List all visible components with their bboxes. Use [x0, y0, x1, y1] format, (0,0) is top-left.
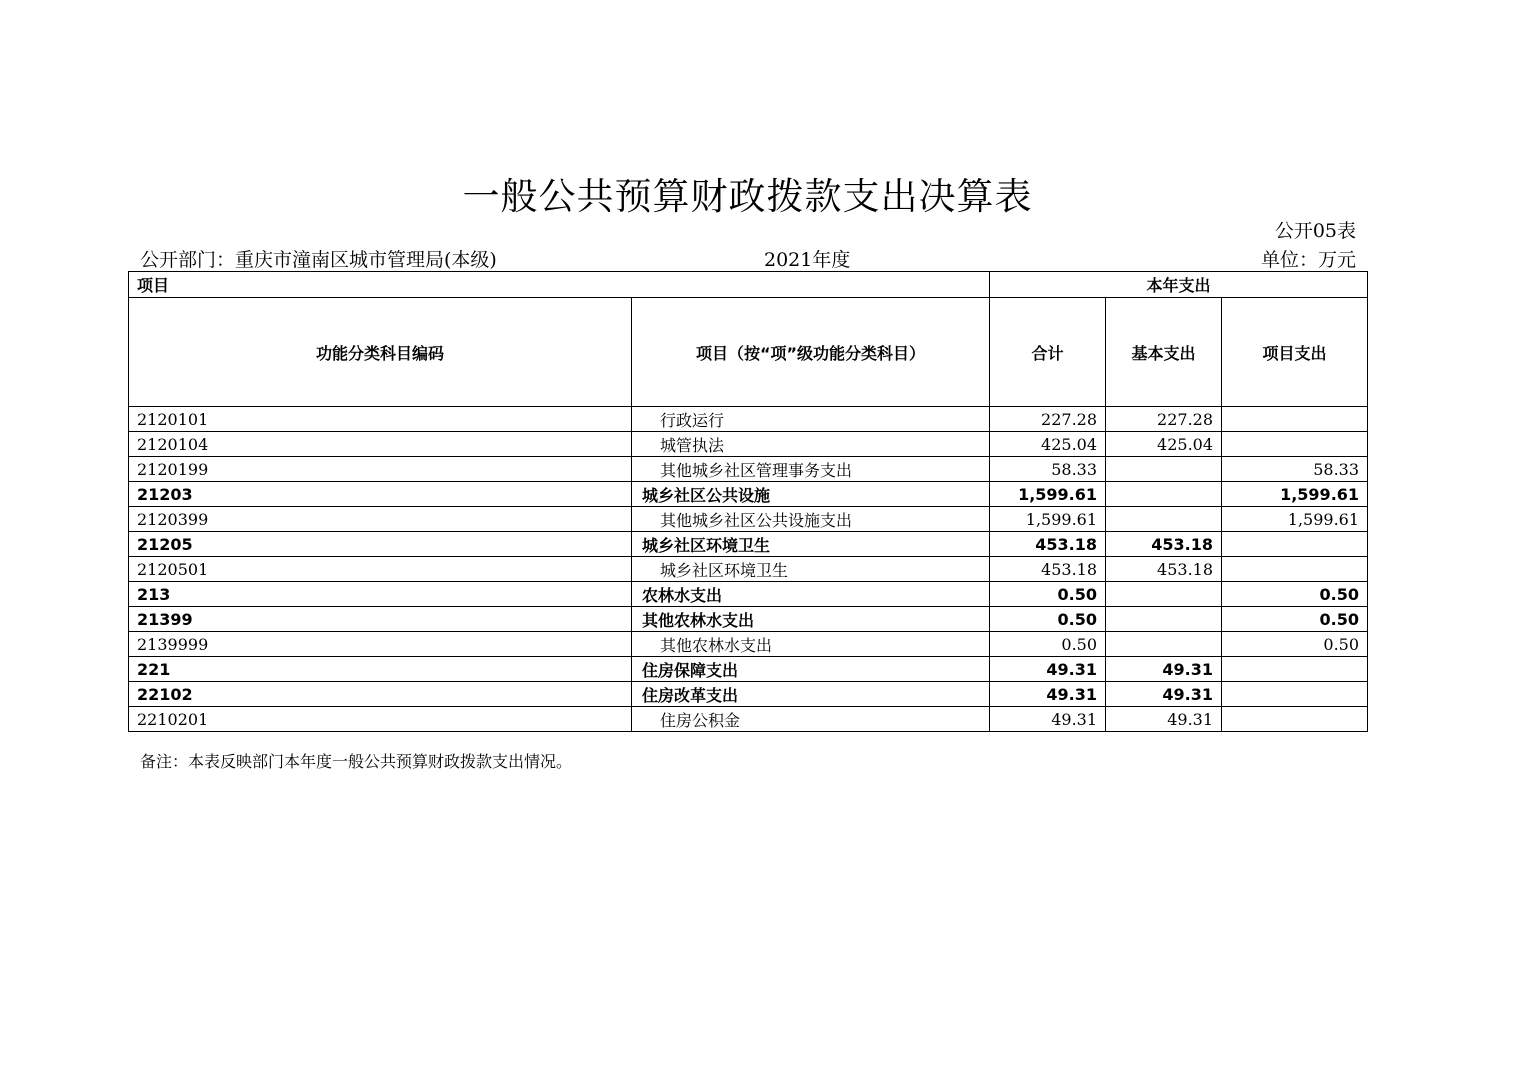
column-header-project: 项目支出 — [1222, 298, 1368, 407]
cell-code: 2139999 — [129, 632, 632, 657]
cell-total: 425.04 — [990, 432, 1106, 457]
table-row — [129, 707, 1368, 732]
cell-basic — [1106, 582, 1222, 607]
table-body — [129, 407, 1368, 732]
cell-name: 其他农林水支出 — [632, 607, 990, 632]
cell-name: 城管执法 — [632, 432, 990, 457]
cell-name: 住房保障支出 — [632, 657, 990, 682]
cell-total: 1,599.61 — [990, 482, 1106, 507]
meta-row — [140, 245, 1356, 271]
cell-name: 行政运行 — [632, 407, 990, 432]
column-header-basic: 基本支出 — [1106, 298, 1222, 407]
cell-total: 453.18 — [990, 557, 1106, 582]
cell-basic: 49.31 — [1106, 682, 1222, 707]
table-row — [129, 607, 1368, 632]
cell-name: 其他城乡社区管理事务支出 — [632, 457, 990, 482]
cell-project: 0.50 — [1222, 632, 1368, 657]
cell-project — [1222, 657, 1368, 682]
cell-name: 住房改革支出 — [632, 682, 990, 707]
table-row — [129, 507, 1368, 532]
cell-basic: 49.31 — [1106, 657, 1222, 682]
cell-code: 2120199 — [129, 457, 632, 482]
table-row — [129, 657, 1368, 682]
header-item: 项目 — [129, 272, 990, 298]
form-number: 公开05表 — [1274, 220, 1356, 242]
cell-project — [1222, 707, 1368, 732]
table-row — [129, 532, 1368, 557]
cell-total: 49.31 — [990, 657, 1106, 682]
cell-basic: 453.18 — [1106, 532, 1222, 557]
cell-name: 城乡社区环境卫生 — [632, 557, 990, 582]
cell-code: 21203 — [129, 482, 632, 507]
cell-basic: 425.04 — [1106, 432, 1222, 457]
cell-total: 49.31 — [990, 707, 1106, 732]
cell-code: 21205 — [129, 532, 632, 557]
cell-code: 2210201 — [129, 707, 632, 732]
cell-code: 22102 — [129, 682, 632, 707]
cell-name: 其他城乡社区公共设施支出 — [632, 507, 990, 532]
table-row — [129, 457, 1368, 482]
cell-total: 49.31 — [990, 682, 1106, 707]
cell-name: 农林水支出 — [632, 582, 990, 607]
column-header-name: 项目（按“项”级功能分类科目） — [632, 298, 990, 407]
cell-code: 213 — [129, 582, 632, 607]
cell-code: 221 — [129, 657, 632, 682]
expenditure-table — [128, 271, 1368, 732]
cell-name: 住房公积金 — [632, 707, 990, 732]
cell-basic: 227.28 — [1106, 407, 1222, 432]
cell-total: 0.50 — [990, 582, 1106, 607]
page-title: 一般公共预算财政拨款支出决算表 — [462, 175, 1033, 218]
table-row — [129, 682, 1368, 707]
cell-basic: 453.18 — [1106, 557, 1222, 582]
column-header-total: 合计 — [990, 298, 1106, 407]
unit-label: 单位：万元 — [1260, 249, 1356, 271]
cell-basic — [1106, 607, 1222, 632]
table-row — [129, 407, 1368, 432]
footnote: 备注：本表反映部门本年度一般公共预算财政拨款支出情况。 — [140, 752, 573, 771]
cell-code: 2120501 — [129, 557, 632, 582]
cell-basic — [1106, 457, 1222, 482]
cell-project — [1222, 682, 1368, 707]
cell-project: 58.33 — [1222, 457, 1368, 482]
table-row — [129, 482, 1368, 507]
cell-basic — [1106, 507, 1222, 532]
cell-total: 0.50 — [990, 607, 1106, 632]
cell-code: 21399 — [129, 607, 632, 632]
cell-project — [1222, 532, 1368, 557]
cell-project: 0.50 — [1222, 607, 1368, 632]
cell-project — [1222, 557, 1368, 582]
cell-total: 1,599.61 — [990, 507, 1106, 532]
cell-total: 58.33 — [990, 457, 1106, 482]
table-row — [129, 582, 1368, 607]
column-header-code: 功能分类科目编码 — [129, 298, 632, 407]
cell-code: 2120104 — [129, 432, 632, 457]
cell-project — [1222, 407, 1368, 432]
cell-code: 2120101 — [129, 407, 632, 432]
fiscal-year: 2021年度 — [764, 249, 851, 271]
cell-project — [1222, 432, 1368, 457]
cell-basic: 49.31 — [1106, 707, 1222, 732]
cell-project: 0.50 — [1222, 582, 1368, 607]
cell-total: 453.18 — [990, 532, 1106, 557]
table-row — [129, 557, 1368, 582]
cell-basic — [1106, 632, 1222, 657]
cell-basic — [1106, 482, 1222, 507]
cell-project: 1,599.61 — [1222, 482, 1368, 507]
cell-name: 其他农林水支出 — [632, 632, 990, 657]
cell-total: 0.50 — [990, 632, 1106, 657]
table-row — [129, 432, 1368, 457]
cell-name: 城乡社区公共设施 — [632, 482, 990, 507]
department-label: 公开部门：重庆市潼南区城市管理局(本级) — [140, 249, 497, 271]
table-row — [129, 632, 1368, 657]
cell-name: 城乡社区环境卫生 — [632, 532, 990, 557]
cell-code: 2120399 — [129, 507, 632, 532]
header-current-year: 本年支出 — [990, 272, 1368, 298]
cell-project: 1,599.61 — [1222, 507, 1368, 532]
cell-total: 227.28 — [990, 407, 1106, 432]
